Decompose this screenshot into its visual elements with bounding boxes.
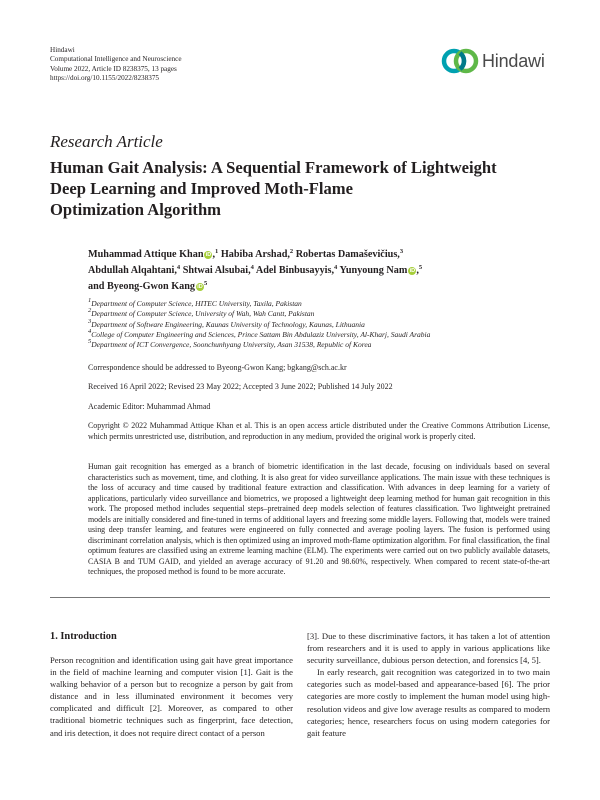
author-affil-sup: 5 <box>418 263 423 271</box>
correspondence: Correspondence should be addressed to Byeong-Gwon Kang; bgkang@sch.ac.kr <box>88 363 347 372</box>
copyright-notice: Copyright © 2022 Muhammad Attique Khan et al. This is an open access article distributed under the Creative Commons Attribution License, which permits unrestricted use, distribution, and reproduction in any medium, provided the original work is properly cited. <box>88 421 550 441</box>
orcid-icon[interactable]: iD <box>205 252 212 258</box>
author-name[interactable]: Yunyoung Nam <box>339 264 408 276</box>
affiliation-text: Department of Software Engineering, Kaunas University of Technology, Kaunas, Lithuania <box>91 319 365 329</box>
affiliation-item <box>88 340 430 350</box>
affiliation-text: Department of Computer Science, HITEC University, Taxila, Pakistan <box>91 299 302 308</box>
publisher-name: Hindawi <box>50 46 75 54</box>
hindawi-logo <box>440 44 550 78</box>
author-affil-sup: 3 <box>399 248 404 255</box>
affiliation-sup: 3 <box>88 317 92 325</box>
affiliation-sup: 1 <box>88 297 92 304</box>
affiliation-item <box>88 317 430 330</box>
orcid-icon[interactable]: iD <box>197 283 203 290</box>
author-affil-sup: 4 <box>176 263 181 271</box>
affiliation-text: Department of ICT Convergence, Soonchunhyang University, Asan 31538, Republic of Korea <box>91 340 372 350</box>
affiliation-sup: 2 <box>88 307 92 315</box>
title-line: Human Gait Analysis: A Sequential Framework of Lightweight <box>50 158 497 177</box>
author-list: Muhammad Attique Khan iD,$^1$ Habiba Arshad,$^2$ Robertas Damaševičius,$^3$ Abdullah Alqahtani,$^4$ Shtwai Alsubai,$^4$ Adel Binbusayyis,$^4$ Yunyoung Nam iD,$^5$ and Byeong-Gwon Kang $iD^5$ <box>88 248 423 292</box>
affiliation-sup: 4 <box>88 327 92 335</box>
affiliation-item <box>88 309 430 319</box>
journal-info <box>50 46 182 84</box>
article-type: Research Article <box>50 132 163 151</box>
orcid-icon[interactable]: iD <box>409 267 416 274</box>
paragraph: In early research, gait recognition was categorized in to two main categories such as model-based and appearance-based [6]. The prior categories are more costly to implement the human model using high-resolution videos and give low average results as compared to modern categories; hence, researchers focus on using modern categories for gait feature <box>307 667 550 738</box>
article-title <box>50 157 550 220</box>
author-affil-sup: 2 <box>289 248 294 255</box>
author-name[interactable]: Shtwai Alsubai <box>182 264 249 276</box>
paragraph: [3]. Due to these discriminative factors, it has taken a lot of attention from researchers and it is used to apply in various applications like security surveillance, dubious person detection, and forensics [4, 5]. <box>307 631 550 666</box>
title-line: Optimization Algorithm <box>50 200 222 219</box>
affiliations <box>88 299 430 350</box>
paragraph: Person recognition and identification using gait have great importance in the field of machine learning and computer vision [1]. Gait is the walking behavior of a person but to recognize a person by gait from distance and in less illuminated environment it becomes very complicated and difficult [2]. Moreover, as compared to other traditional biometric techniques such as fingerprint, face detection, and iris detection, it does not require direct contact of a person <box>50 655 293 738</box>
affiliation-text: Department of Computer Science, University of Wah, Wah Cantt, Pakistan <box>91 309 315 319</box>
volume-info: Volume 2022, Article ID 8238375, 13 pages <box>50 64 177 73</box>
author-affil-sup: 5 <box>204 279 208 287</box>
abstract: Human gait recognition has emerged as a branch of biometric identification in the last decade, focusing on individuals based on several characteristics such as movement, time, and clothing. It is also great for video surveillance applications. The main issue with these techniques is the loss of accuracy and time caused by traditional feature extraction and classification. With advances in deep learning for a variety of applications, particularly video surveillance and biometrics, we proposed a lightweight deep learning method for human gait recognition in this work. The proposed method includes sequential steps–pretrained deep models selection of features classification. Two lightweight pretrained models are initially considered and fine-tuned in terms of additional layers and freezing some middle layers. Following that, models were trained using deep transfer learning, and features were engineered on fully connected and average pooling layers. The fusion is performed using discriminant correlation analysis, which is then optimized using an improved moth-flame optimization algorithm. For final classification, the final optimum features are classified using an extreme learning machine (ELM). The experiments were carried out on two publicly available datasets, CASIA B and TUM GAID, and yielded an average accuracy of 91.20 and 98.60%, respectively. When compared to recent state-of-the-art techniques, the proposed method is found to be more accurate. <box>88 462 550 576</box>
author-name[interactable]: Habiba Arshad <box>220 249 288 260</box>
author-affil-sup: 4 <box>250 263 254 271</box>
author-affil-sup: 4 <box>334 263 338 271</box>
hindawi-rings-icon <box>440 45 480 77</box>
author-name[interactable]: Muhammad Attique Khan <box>88 249 204 260</box>
title-line: Deep Learning and Improved Moth-Flame <box>50 179 353 198</box>
logo-text: Hindawi <box>482 50 545 71</box>
affiliation-item <box>88 299 430 309</box>
author-name[interactable]: Adel Binbusayyis <box>255 264 332 276</box>
author-affil-sup: 1 <box>215 248 219 255</box>
author-name[interactable]: Robertas Damaševičius <box>295 249 398 260</box>
section-heading: 1. Introduction <box>50 631 117 642</box>
affiliation-item <box>88 327 431 340</box>
academic-editor: Academic Editor: Muhammad Ahmad <box>88 402 211 411</box>
author-name[interactable]: and Byeong-Gwon Kang <box>88 280 195 292</box>
affiliation-sup: 5 <box>88 338 92 346</box>
affiliation-text: College of Computer Engineering and Sciences, Prince Sattam Bin Abdulaziz University, Al-Kharj, Saudi Arabia <box>91 329 431 339</box>
publication-dates: Received 16 April 2022; Revised 23 May 2022; Accepted 3 June 2022; Published 14 July 2022 <box>88 382 393 391</box>
author-name[interactable]: Abdullah Alqahtani <box>88 264 175 276</box>
section-divider <box>50 597 550 598</box>
doi-link[interactable]: https://doi.org/10.1155/2022/8238375 <box>50 74 160 83</box>
intro-left-column <box>50 654 293 739</box>
journal-name: Computational Intelligence and Neuroscience <box>50 55 182 64</box>
intro-right-column <box>307 630 550 739</box>
